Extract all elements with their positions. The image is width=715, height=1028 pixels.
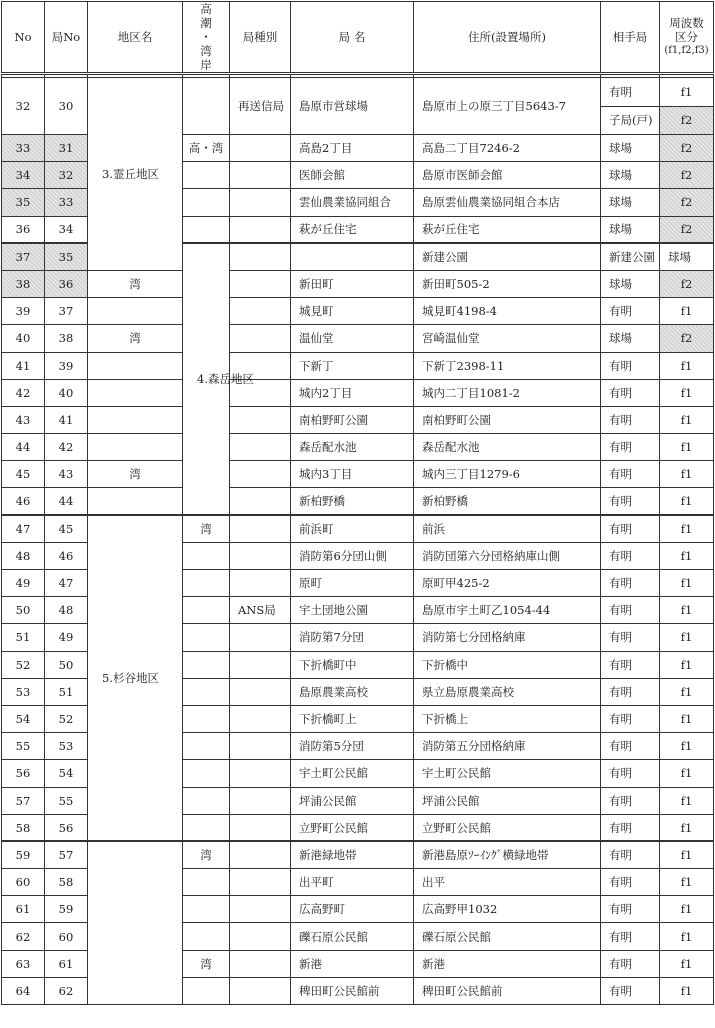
cell-kyoku-no: 62	[45, 977, 88, 1004]
cell-frequency: f1	[660, 841, 714, 868]
cell-no: 36	[2, 216, 45, 243]
cell-takashio-wangan	[183, 896, 230, 923]
cell-frequency: f1	[660, 597, 714, 624]
cell-address: 城見町4198-4	[414, 298, 601, 325]
cell-partner: 有明	[601, 352, 660, 379]
table-row	[2, 406, 714, 433]
cell-partner: 有明	[601, 977, 660, 1004]
cell-kyoku-no: 40	[45, 379, 88, 406]
cell-area	[88, 841, 183, 1004]
cell-station-type	[230, 814, 291, 841]
cell-frequency: f2	[660, 270, 714, 297]
cell-partner: 有明	[601, 869, 660, 896]
cell-no: 54	[2, 705, 45, 732]
cell-station-type	[291, 243, 414, 270]
cell-partner: 子局(戸)	[601, 106, 660, 135]
cell-address: 島原市宇土町乙1054-44	[414, 597, 601, 624]
cell-no: 40	[2, 325, 45, 352]
header-address: 住所(設置場所)	[414, 2, 601, 74]
cell-frequency: f1	[660, 406, 714, 433]
cell-kyoku-no: 61	[45, 950, 88, 977]
cell-address: 下折橋上	[414, 705, 601, 732]
cell-no: 43	[2, 406, 45, 433]
cell-station-type	[230, 162, 291, 189]
cell-frequency: f1	[660, 651, 714, 678]
table-row	[2, 434, 714, 461]
cell-takashio-wangan	[183, 977, 230, 1004]
cell-address: 新港島原ｿｰｲﾝｸﾞ横緑地帯	[414, 841, 601, 868]
header-station-type: 局種別	[230, 2, 291, 74]
cell-partner: 球場	[601, 135, 660, 162]
cell-no: 64	[2, 977, 45, 1004]
cell-takashio-wangan	[183, 705, 230, 732]
cell-kyoku-no: 48	[45, 597, 88, 624]
cell-partner: 球場	[660, 243, 714, 270]
header-kyoku-no: 局No	[45, 2, 88, 74]
cell-takashio-wangan	[183, 542, 230, 569]
cell-takashio-wangan: 湾	[183, 950, 230, 977]
cell-address: 消防団第六分団格納庫山側	[414, 542, 601, 569]
cell-station-name: 坪浦公民館	[291, 787, 414, 814]
cell-no: 51	[2, 624, 45, 651]
cell-station-type	[230, 678, 291, 705]
cell-station-name: 雲仙農業協同組合	[291, 189, 414, 216]
cell-area: 5.杉谷地区	[88, 515, 183, 841]
cell-partner: 有明	[601, 515, 660, 542]
cell-frequency: f1	[660, 787, 714, 814]
cell-station-name: 礫石原公民館	[291, 923, 414, 950]
cell-station-name: 消防第5分団	[291, 733, 414, 760]
cell-station-type	[230, 787, 291, 814]
cell-kyoku-no: 32	[45, 162, 88, 189]
cell-takashio-wangan	[88, 298, 183, 325]
cell-partner: 有明	[601, 461, 660, 488]
cell-takashio-wangan	[183, 162, 230, 189]
cell-station-type	[230, 651, 291, 678]
cell-takashio-wangan: 湾	[183, 515, 230, 542]
cell-station-type	[230, 733, 291, 760]
cell-station-type	[230, 624, 291, 651]
cell-kyoku-no: 60	[45, 923, 88, 950]
cell-kyoku-no: 58	[45, 869, 88, 896]
cell-address: 礫石原公民館	[414, 923, 601, 950]
cell-frequency: f1	[660, 78, 714, 107]
cell-frequency: f1	[660, 733, 714, 760]
cell-kyoku-no: 51	[45, 678, 88, 705]
cell-partner: 有明	[601, 78, 660, 107]
cell-kyoku-no: 30	[45, 78, 88, 135]
cell-frequency: f2	[660, 325, 714, 352]
cell-address: 城内二丁目1081-2	[414, 379, 601, 406]
cell-address: 立野町公民館	[414, 814, 601, 841]
header-area: 地区名	[88, 2, 183, 74]
cell-frequency: f1	[660, 705, 714, 732]
cell-no: 59	[2, 841, 45, 868]
cell-takashio-wangan: 湾	[88, 461, 183, 488]
cell-station-name: 島原農業高校	[291, 678, 414, 705]
cell-station-name: 新港	[291, 950, 414, 977]
cell-address: 下折橋中	[414, 651, 601, 678]
cell-takashio-wangan	[88, 406, 183, 433]
cell-no: 62	[2, 923, 45, 950]
cell-takashio-wangan	[88, 379, 183, 406]
cell-station-name: 出平町	[291, 869, 414, 896]
cell-station-name: 下新丁	[291, 352, 414, 379]
cell-no: 34	[2, 162, 45, 189]
cell-address: 島原雲仙農業協同組合本店	[414, 189, 601, 216]
cell-partner: 球場	[601, 325, 660, 352]
cell-no: 48	[2, 542, 45, 569]
cell-kyoku-no: 35	[45, 243, 88, 270]
cell-address: 南柏野町公園	[414, 406, 601, 433]
cell-kyoku-no: 42	[45, 434, 88, 461]
cell-station-name: 新建公園	[414, 243, 601, 270]
cell-kyoku-no: 39	[45, 352, 88, 379]
cell-address: 県立島原農業高校	[414, 678, 601, 705]
cell-address: 稗田町公民館前	[414, 977, 601, 1004]
cell-station-type	[230, 461, 291, 488]
cell-partner: 有明	[601, 896, 660, 923]
cell-address: 出平	[414, 869, 601, 896]
header-takashio-wangan	[183, 2, 230, 74]
cell-frequency: f2	[660, 216, 714, 243]
table-row	[2, 298, 714, 325]
station-table	[1, 1, 714, 1005]
cell-station-type	[230, 705, 291, 732]
cell-station-type	[230, 760, 291, 787]
cell-station-name: 城内3丁目	[291, 461, 414, 488]
cell-station-name: 新港緑地帯	[291, 841, 414, 868]
cell-frequency: f1	[660, 352, 714, 379]
cell-no: 56	[2, 760, 45, 787]
cell-frequency: f2	[660, 135, 714, 162]
cell-takashio-wangan: 湾	[183, 841, 230, 868]
cell-no: 32	[2, 78, 45, 135]
cell-station-name: 消防第6分団山側	[291, 542, 414, 569]
cell-takashio-wangan: 高・湾	[183, 135, 230, 162]
cell-kyoku-no: 46	[45, 542, 88, 569]
cell-partner: 有明	[601, 705, 660, 732]
cell-no: 52	[2, 651, 45, 678]
cell-station-name: 前浜町	[291, 515, 414, 542]
cell-takashio-wangan	[183, 597, 230, 624]
cell-partner: 有明	[601, 597, 660, 624]
cell-frequency: f1	[660, 298, 714, 325]
cell-address: 前浜	[414, 515, 601, 542]
cell-station-type	[230, 325, 291, 352]
cell-partner: 有明	[601, 488, 660, 515]
cell-station-name: 新柏野橋	[291, 488, 414, 515]
cell-station-name: 萩が丘住宅	[291, 216, 414, 243]
cell-address: 宇土町公民館	[414, 760, 601, 787]
cell-partner: 有明	[601, 298, 660, 325]
cell-kyoku-no: 38	[45, 325, 88, 352]
cell-partner: 有明	[601, 624, 660, 651]
cell-kyoku-no: 49	[45, 624, 88, 651]
cell-station-name: 温仙堂	[291, 325, 414, 352]
cell-address: 消防第七分団格納庫	[414, 624, 601, 651]
cell-address: 森岳配水池	[414, 434, 601, 461]
cell-kyoku-no: 56	[45, 814, 88, 841]
cell-kyoku-no: 55	[45, 787, 88, 814]
cell-station-type	[230, 135, 291, 162]
header-takashio-l1: 高	[200, 2, 212, 16]
cell-partner: 有明	[601, 570, 660, 597]
cell-frequency: f1	[660, 461, 714, 488]
cell-takashio-wangan	[183, 760, 230, 787]
cell-takashio-wangan	[183, 678, 230, 705]
cell-address: 高島二丁目7246-2	[414, 135, 601, 162]
cell-station-name: 島原市営球場	[291, 78, 414, 135]
cell-takashio-wangan	[183, 814, 230, 841]
header-freq-l2: 区分	[675, 30, 698, 44]
cell-station-type	[230, 298, 291, 325]
cell-frequency: f1	[660, 760, 714, 787]
cell-no: 63	[2, 950, 45, 977]
cell-kyoku-no: 43	[45, 461, 88, 488]
cell-partner: 球場	[601, 270, 660, 297]
table-row	[2, 325, 714, 352]
cell-station-name: 広高野町	[291, 896, 414, 923]
cell-address: 新港	[414, 950, 601, 977]
cell-kyoku-no: 50	[45, 651, 88, 678]
cell-partner: 球場	[601, 162, 660, 189]
cell-takashio-wangan	[88, 434, 183, 461]
cell-takashio-wangan	[183, 869, 230, 896]
cell-takashio-wangan	[183, 733, 230, 760]
cell-frequency: f1	[660, 488, 714, 515]
cell-station-type	[230, 841, 291, 868]
cell-frequency: f1	[660, 896, 714, 923]
cell-address: 島原市上の原三丁目5643-7	[414, 78, 601, 135]
cell-station-type	[230, 434, 291, 461]
cell-station-type	[230, 923, 291, 950]
cell-address: 原町甲425-2	[414, 570, 601, 597]
cell-takashio-wangan	[230, 243, 291, 270]
cell-no: 39	[2, 298, 45, 325]
cell-address: 新建公園	[601, 243, 660, 270]
table-row	[2, 270, 714, 297]
cell-kyoku-no: 59	[45, 896, 88, 923]
cell-partner: 有明	[601, 923, 660, 950]
cell-partner: 球場	[601, 189, 660, 216]
cell-no: 61	[2, 896, 45, 923]
cell-frequency: f1	[660, 624, 714, 651]
cell-station-type	[230, 216, 291, 243]
cell-address: 消防第五分団格納庫	[414, 733, 601, 760]
cell-frequency: f2	[660, 106, 714, 135]
cell-partner: 有明	[601, 760, 660, 787]
cell-no: 58	[2, 814, 45, 841]
cell-partner: 有明	[601, 406, 660, 433]
table-row	[2, 78, 714, 107]
header-takashio-l5: 岸	[200, 58, 212, 72]
cell-frequency: f1	[660, 678, 714, 705]
cell-station-type	[230, 570, 291, 597]
cell-kyoku-no: 54	[45, 760, 88, 787]
cell-address: 下新丁2398-11	[414, 352, 601, 379]
cell-address: 萩が丘住宅	[414, 216, 601, 243]
header-frequency	[660, 2, 714, 74]
cell-frequency: f1	[660, 515, 714, 542]
cell-takashio-wangan	[183, 651, 230, 678]
cell-frequency: f2	[660, 162, 714, 189]
cell-frequency: f1	[660, 869, 714, 896]
cell-takashio-wangan	[183, 923, 230, 950]
cell-no: 53	[2, 678, 45, 705]
table-row	[2, 379, 714, 406]
cell-station-name: 下折橋町中	[291, 651, 414, 678]
cell-no: 49	[2, 570, 45, 597]
cell-kyoku-no: 41	[45, 406, 88, 433]
cell-address: 新田町505-2	[414, 270, 601, 297]
cell-no: 33	[2, 135, 45, 162]
cell-station-name: 城内2丁目	[291, 379, 414, 406]
header-takashio-l3: ・	[200, 30, 212, 44]
table-row	[2, 841, 714, 868]
cell-takashio-wangan: 湾	[88, 325, 183, 352]
cell-station-type	[230, 189, 291, 216]
cell-takashio-wangan	[88, 352, 183, 379]
cell-kyoku-no: 34	[45, 216, 88, 243]
cell-partner: 球場	[601, 216, 660, 243]
cell-partner: 有明	[601, 841, 660, 868]
cell-station-name: 新田町	[291, 270, 414, 297]
cell-partner: 有明	[601, 950, 660, 977]
cell-kyoku-no: 52	[45, 705, 88, 732]
cell-no: 38	[2, 270, 45, 297]
cell-frequency: f1	[660, 977, 714, 1004]
cell-station-name: 高島2丁目	[291, 135, 414, 162]
cell-no: 41	[2, 352, 45, 379]
cell-station-name: 城見町	[291, 298, 414, 325]
cell-station-type: 再送信局	[230, 78, 291, 135]
cell-address: 宮崎温仙堂	[414, 325, 601, 352]
cell-frequency: f1	[660, 814, 714, 841]
cell-station-type: ANS局	[230, 597, 291, 624]
cell-station-name: 稗田町公民館前	[291, 977, 414, 1004]
cell-station-name: 森岳配水池	[291, 434, 414, 461]
header-takashio-l4: 湾	[200, 44, 212, 58]
cell-frequency: f1	[660, 542, 714, 569]
cell-no: 55	[2, 733, 45, 760]
cell-kyoku-no: 47	[45, 570, 88, 597]
cell-frequency: f1	[660, 570, 714, 597]
cell-partner: 有明	[601, 733, 660, 760]
cell-station-type	[230, 406, 291, 433]
cell-station-name: 消防第7分団	[291, 624, 414, 651]
table-body	[2, 74, 714, 1005]
cell-partner: 有明	[601, 542, 660, 569]
header-takashio-l2: 潮	[200, 16, 212, 30]
cell-address: 広高野甲1032	[414, 896, 601, 923]
cell-kyoku-no: 31	[45, 135, 88, 162]
cell-takashio-wangan	[183, 78, 230, 135]
cell-kyoku-no: 37	[45, 298, 88, 325]
cell-no: 37	[2, 243, 45, 270]
cell-station-type	[230, 950, 291, 977]
cell-no: 60	[2, 869, 45, 896]
cell-kyoku-no: 45	[45, 515, 88, 542]
cell-takashio-wangan: 湾	[88, 270, 183, 297]
cell-frequency: f1	[660, 923, 714, 950]
cell-takashio-wangan	[183, 570, 230, 597]
cell-no: 45	[2, 461, 45, 488]
cell-no: 50	[2, 597, 45, 624]
cell-station-type	[230, 488, 291, 515]
cell-station-name: 宇土町公民館	[291, 760, 414, 787]
cell-station-type	[230, 515, 291, 542]
cell-frequency: f1	[660, 950, 714, 977]
cell-no: 57	[2, 787, 45, 814]
cell-no: 35	[2, 189, 45, 216]
cell-kyoku-no: 36	[45, 270, 88, 297]
cell-takashio-wangan	[183, 189, 230, 216]
cell-station-type	[230, 270, 291, 297]
cell-partner: 有明	[601, 651, 660, 678]
cell-partner: 有明	[601, 379, 660, 406]
cell-address: 城内三丁目1279-6	[414, 461, 601, 488]
table-row	[2, 461, 714, 488]
cell-partner: 有明	[601, 787, 660, 814]
cell-takashio-wangan	[183, 624, 230, 651]
cell-station-type	[230, 542, 291, 569]
cell-partner: 有明	[601, 814, 660, 841]
header-station-name: 局 名	[291, 2, 414, 74]
cell-station-type	[230, 977, 291, 1004]
cell-station-type	[230, 869, 291, 896]
cell-partner: 有明	[601, 678, 660, 705]
cell-partner: 有明	[601, 434, 660, 461]
cell-frequency: f1	[660, 379, 714, 406]
cell-station-name: 原町	[291, 570, 414, 597]
cell-no: 47	[2, 515, 45, 542]
cell-address: 島原市医師会館	[414, 162, 601, 189]
cell-address: 坪浦公民館	[414, 787, 601, 814]
cell-frequency: f2	[660, 189, 714, 216]
cell-no: 46	[2, 488, 45, 515]
cell-station-name: 宇土団地公園	[291, 597, 414, 624]
header-no: No	[2, 2, 45, 74]
cell-area: 3.霊丘地区	[88, 78, 183, 271]
table-row	[2, 515, 714, 542]
table-row	[2, 352, 714, 379]
cell-area: 4.森岳地区	[183, 243, 230, 515]
cell-kyoku-no: 44	[45, 488, 88, 515]
header-partner: 相手局	[601, 2, 660, 74]
cell-frequency: f1	[660, 434, 714, 461]
cell-takashio-wangan	[183, 216, 230, 243]
cell-station-name: 医師会館	[291, 162, 414, 189]
header-freq-l3: (f1,f2,f3)	[664, 45, 709, 56]
cell-kyoku-no: 53	[45, 733, 88, 760]
cell-kyoku-no: 57	[45, 841, 88, 868]
cell-no: 44	[2, 434, 45, 461]
cell-takashio-wangan	[88, 488, 183, 515]
header-row	[2, 2, 714, 74]
header-freq-l1: 周波数	[669, 16, 704, 30]
cell-kyoku-no: 33	[45, 189, 88, 216]
cell-station-name: 下折橋町上	[291, 705, 414, 732]
cell-station-name: 南柏野町公園	[291, 406, 414, 433]
cell-station-type	[230, 896, 291, 923]
table-row	[2, 488, 714, 515]
cell-takashio-wangan	[183, 787, 230, 814]
cell-no: 42	[2, 379, 45, 406]
cell-address: 新柏野橋	[414, 488, 601, 515]
cell-station-name: 立野町公民館	[291, 814, 414, 841]
